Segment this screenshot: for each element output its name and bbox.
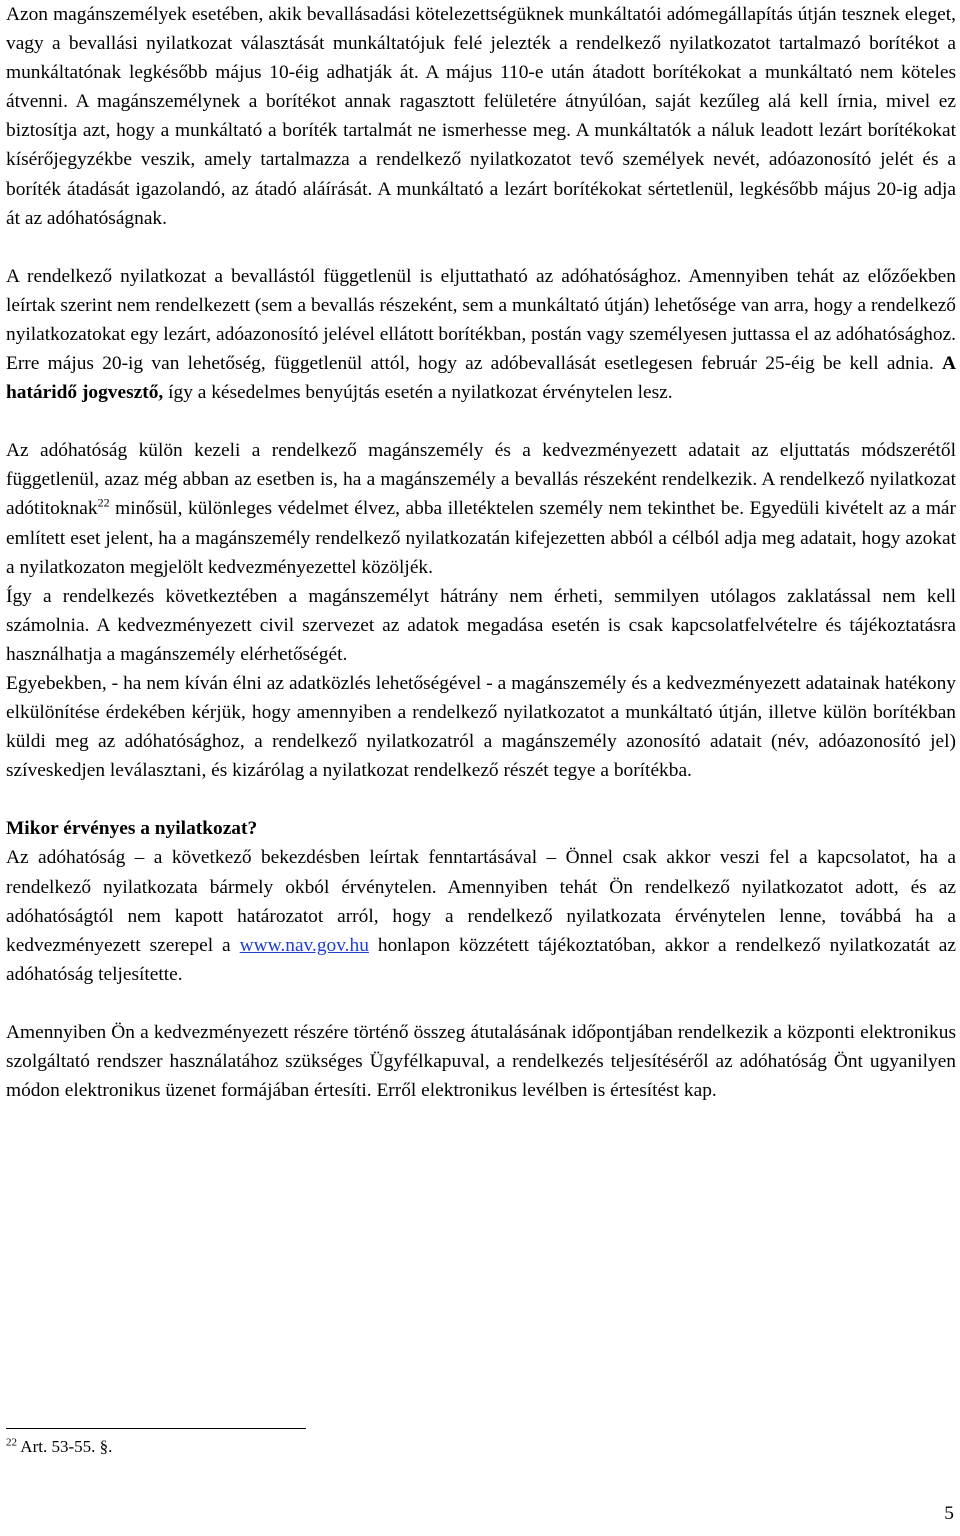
footnote-separator [6, 1428, 306, 1429]
document-body [6, 0, 956, 1105]
nav-website-link[interactable]: www.nav.gov.hu [239, 934, 369, 956]
footnote-number: 22 [6, 1436, 17, 1449]
paragraph-electronic-notice: Amennyiben Ön a kedvezményezett részére történő összeg átutalásának időpontjában rendelkezik a központi elektronikus szolgáltató rendszer használatához szükséges Ügyfélkapuval, a rendelkezés teljesítéséről az adóhatóság Önt ugyanilyen módon elektronikus üzenet formájában értesíti. Erről elektronikus levélben is értesítést kap. [6, 1021, 956, 1102]
paragraph-validity [6, 843, 956, 988]
paragraph-no-disadvantage: Így a rendelkezés következtében a magánszemélyt hátrány nem érheti, semmilyen utólagos zaklatással nem kell számolnia. A kedvezményezett civil szervezet az adatok megadása esetén is csak kapcsolatfelvételre és tájékoztatásra használhatja a magánszemély elérhetőségét. [6, 585, 956, 665]
paragraph-text: minősül, különleges védelmet élvez, abba illetéktelen személy nem tekinthet be. Egyedüli kivételt az a már említett eset jelent, ha a magánszemély rendelkező nyilatkozatán kifejezetten abból a célból adja meg adatait, hogy azokat a nyilatkozaton megjelölt kedvezményezettel közöljék. [6, 498, 956, 578]
paragraph-text: Az adóhatóság – a következő bekezdésben leírtak fenntartásával – Önnel csak akkor veszi fel a kapcsolatot, ha a rendelkező nyilatkozata bármely okból érvénytelen. Amennyiben tehát Ön rendelkező nyilatkozatot adott, és az adóhatóságtól nem kapott határozatot arról, hogy a rendelkező nyilatkozata érvénytelen lenne, továbbá ha a kedvezményezett szerepel a [6, 847, 956, 956]
footnote-text: Art. 53-55. §. [17, 1437, 113, 1456]
paragraph-envelope-submission: Azon magánszemélyek esetében, akik bevallásadási kötelezettségüknek munkáltatói adómegállapítás útján tesznek eleget, vagy a bevallási nyilatkozat választását munkáltatójuk felé jelezték a rendelkező nyilatkozatot tartalmazó borítékot a munkáltatónak legkésőbb május 10-éig adhatják át. A május 110-e után átadott borítékokat a munkáltató nem köteles átvenni. A magánszemélynek a borítékot annak ragasztott felületére átnyúlóan, saját kezűleg alá kell írnia, mivel ez biztosítja azt, hogy a munkáltató a boríték tartalmát ne ismerhesse meg. A munkáltatók a náluk leadott lezárt borítékokat kísérőjegyzékbe veszik, amely tartalmazza a rendelkező nyilatkozatot tevő személyek nevét, adóazonosító jelét és a boríték átadását igazolandó, az átadó aláírását. A munkáltató a lezárt borítékokat sértetlenül, legkésőbb május 20-ig adja át az adóhatóságnak. [6, 4, 956, 229]
paragraph-data-protection [6, 436, 956, 581]
deadline-emphasis: A határidő jogvesztő, [6, 353, 956, 404]
paragraph-independent-submission [6, 262, 956, 407]
paragraph-text: A rendelkező nyilatkozat a bevallástól függetlenül is eljuttatható az adóhatósághoz. Amennyiben tehát az előzőekben leírtak szerint nem rendelkezett (sem a bevallás részeként, sem a munkáltató útján) lehetősége van arra, hogy a rendelkező nyilatkozatokat egy lezárt, adóazonosító jelével ellátott borítékban, postán vagy személyesen juttassa el az adóhatósághoz. Erre május 20-ig van lehetőség, függetlenül attól, hogy az adóbevallását esetlegesen február 25-éig be kell adnia. [6, 265, 956, 375]
paragraph-data-separation: Egyebekben, - ha nem kíván élni az adatközlés lehetőségével - a magánszemély és a kedvezményezett adatainak hatékony elkülönítése érdekében kérjük, hogy amennyiben a rendelkező nyilatkozatot a munkáltató útján, illetve külön borítékban küldi meg az adóhatósághoz, a rendelkező nyilatkozatról a magánszemély azonosító adatait (név, adóazonosító jel) szíveskedjen leválasztani, és kizárólag a nyilatkozat rendelkező részét tegye a borítékba. [6, 672, 956, 782]
footnote-reference[interactable]: 22 [97, 495, 110, 510]
section-heading: Mikor érvényes a nyilatkozat? [6, 818, 258, 840]
paragraph-text: honlapon közzétett tájékoztatóban, akkor a rendelkező nyilatkozatát az adóhatóság teljesítette. [6, 934, 956, 985]
footnote [6, 1436, 112, 1458]
paragraph-text: Az adóhatóság külön kezeli a rendelkező magánszemély és a kedvezményezett adatait az eljuttatás módszerétől függetlenül, azaz még abban az esetben is, ha a magánszemély a bevallás részeként rendelkezik. A rendelkező nyilatkozat adótitoknak [6, 440, 956, 520]
page-number: 5 [944, 1503, 954, 1524]
paragraph-text: így a késedelmes benyújtás esetén a nyilatkozat érvénytelen lesz. [163, 382, 673, 404]
